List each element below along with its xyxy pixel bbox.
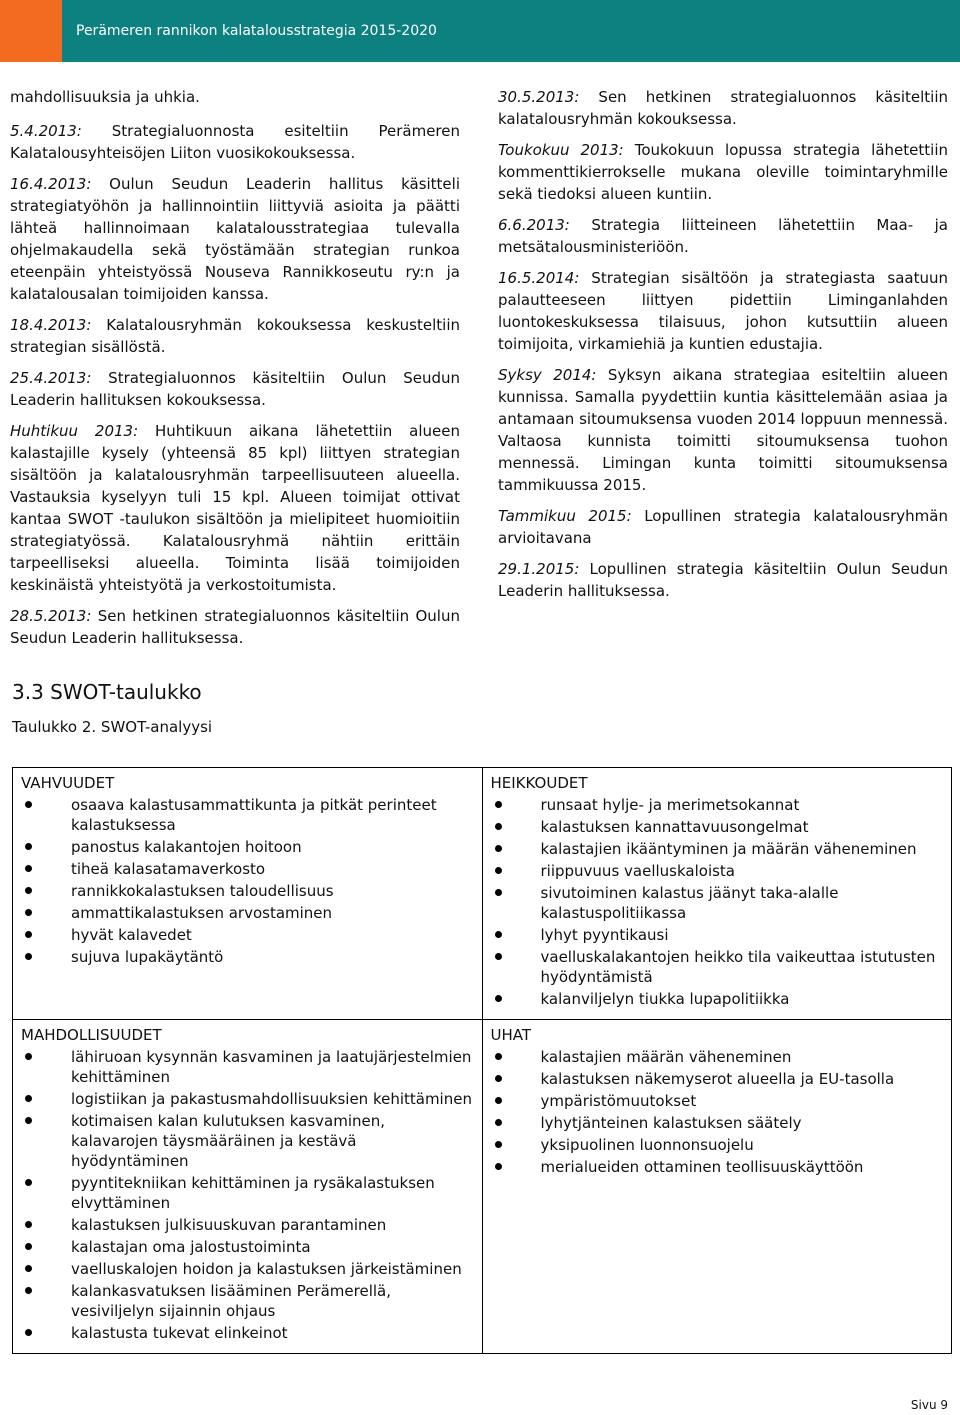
swot-item bbox=[21, 1111, 474, 1171]
entry-text: Lopullinen strategia käsiteltiin Oulun Seudun Leaderin hallituksessa. bbox=[498, 560, 948, 600]
entry-date: 16.4.2013: bbox=[10, 175, 92, 193]
bullet-icon bbox=[25, 1329, 32, 1336]
swot-item bbox=[491, 1113, 944, 1133]
entry-date: Tammikuu 2015: bbox=[498, 507, 632, 525]
right-entries bbox=[498, 86, 948, 602]
swot-item-text: sivutoiminen kalastus jäänyt taka-alalle kalastuspolitiikassa bbox=[540, 884, 839, 922]
swot-item-text: hyvät kalavedet bbox=[71, 926, 192, 944]
swot-item bbox=[491, 795, 944, 815]
timeline-entry bbox=[498, 505, 948, 549]
swot-item-text: osaava kalastusammattikunta ja pitkät perinteet kalastuksessa bbox=[71, 796, 437, 834]
swot-item-text: sujuva lupakäytäntö bbox=[71, 948, 224, 966]
swot-item bbox=[21, 1047, 474, 1087]
swot-item-text: kalastajan oma jalostustoiminta bbox=[71, 1238, 311, 1256]
swot-item bbox=[21, 795, 474, 835]
swot-item-text: panostus kalakantojen hoitoon bbox=[71, 838, 302, 856]
bullet-icon bbox=[495, 953, 502, 960]
swot-item bbox=[21, 1323, 474, 1343]
swot-item bbox=[491, 1047, 944, 1067]
section-title: 3.3 SWOT-taulukko bbox=[12, 680, 202, 704]
swot-item-text: rannikkokalastuksen taloudellisuus bbox=[71, 882, 334, 900]
swot-item-text: kalastuksen näkemyserot alueella ja EU-tasolla bbox=[540, 1070, 895, 1088]
entry-date: 28.5.2013: bbox=[10, 607, 92, 625]
bullet-icon bbox=[25, 909, 32, 916]
entry-text: Toukokuun lopussa strategia lähetettiin kommenttikierrokselle mukana oleville toimintaryhmille sekä tiedoksi alueen kuntiin. bbox=[498, 141, 948, 203]
bullet-icon bbox=[25, 953, 32, 960]
timeline-entry bbox=[10, 420, 460, 596]
swot-item-text: vaelluskalojen hoidon ja kalastuksen järkeistäminen bbox=[71, 1260, 462, 1278]
swot-item-text: kotimaisen kalan kulutuksen kasvaminen, kalavarojen täysmääräinen ja kestävä hyödyntäminen bbox=[71, 1112, 386, 1170]
bullet-icon bbox=[25, 1179, 32, 1186]
left-text-column bbox=[10, 86, 460, 658]
entry-date: 18.4.2013: bbox=[10, 316, 92, 334]
bullet-icon bbox=[25, 1117, 32, 1124]
swot-item bbox=[491, 1157, 944, 1177]
bullet-icon bbox=[25, 865, 32, 872]
swot-item bbox=[491, 817, 944, 837]
weaknesses-heading: HEIKKOUDET bbox=[490, 774, 588, 792]
entry-date: 30.5.2013: bbox=[498, 88, 580, 106]
swot-item-text: ympäristömuutokset bbox=[540, 1092, 697, 1110]
entry-date: Toukokuu 2013: bbox=[498, 141, 624, 159]
entry-text: Kalatalousryhmän kokouksessa keskusteltiin strategian sisällöstä. bbox=[10, 316, 460, 356]
swot-item-text: kalastajien määrän väheneminen bbox=[540, 1048, 792, 1066]
swot-item-text: merialueiden ottaminen teollisuuskäyttöön bbox=[540, 1158, 864, 1176]
entry-text: Lopullinen strategia kalatalousryhmän arvioitavana bbox=[498, 507, 948, 547]
entry-text: Huhtikuun aikana lähetettiin alueen kalastajille kysely (yhteensä 85 kpl) liittyen strategian sisältöön ja kalatalousryhmän tarpeellisuuteen alueella. Vastauksia kyselyyn tuli 15 kpl. Alueen toimijat ottivat kantaa SWOT -taulukon sisältöön ja mielipiteet huomioitiin strategiatyössä. Kalatalousryhmä nähtiin erittäin tarpeelliseksi alueella. Toiminta lisää toimijoiden keskinäistä yhteistyötä ja verkostoitumista. bbox=[10, 422, 460, 594]
bullet-icon bbox=[495, 995, 502, 1002]
timeline-entry bbox=[10, 314, 460, 358]
bullet-icon bbox=[25, 801, 32, 808]
bullet-icon bbox=[495, 823, 502, 830]
swot-item bbox=[491, 1091, 944, 1111]
swot-item bbox=[21, 859, 474, 879]
bullet-icon bbox=[495, 889, 502, 896]
swot-item bbox=[21, 1259, 474, 1279]
bullet-icon bbox=[495, 1075, 502, 1082]
entry-date: 29.1.2015: bbox=[498, 560, 580, 578]
swot-item bbox=[491, 947, 944, 987]
bullet-icon bbox=[25, 1287, 32, 1294]
bullet-icon bbox=[495, 1097, 502, 1104]
opportunities-list bbox=[21, 1047, 474, 1343]
timeline-entry bbox=[498, 267, 948, 355]
weaknesses-list bbox=[491, 795, 944, 1009]
page-header bbox=[0, 0, 960, 62]
swot-item bbox=[21, 1089, 474, 1109]
threats-heading: UHAT bbox=[490, 1026, 532, 1044]
page-number: Sivu 9 bbox=[910, 1398, 948, 1412]
swot-item bbox=[491, 1135, 944, 1155]
swot-item-text: vaelluskalakantojen heikko tila vaikeuttaa istutusten hyödyntämistä bbox=[540, 948, 936, 986]
swot-item bbox=[21, 881, 474, 901]
entry-text: Sen hetkinen strategialuonnos käsiteltiin Oulun Seudun Leaderin hallituksessa. bbox=[10, 607, 460, 647]
swot-item bbox=[491, 925, 944, 945]
swot-item-text: pyyntitekniikan kehittäminen ja rysäkalastuksen elvyttäminen bbox=[71, 1174, 435, 1212]
swot-item-text: kalastuksen kannattavuusongelmat bbox=[540, 818, 809, 836]
swot-item bbox=[21, 1173, 474, 1213]
bullet-icon bbox=[25, 1265, 32, 1272]
timeline-entry bbox=[498, 214, 948, 258]
header-title: Perämeren rannikon kalatalousstrategia 2015-2020 bbox=[76, 23, 437, 39]
opportunities-heading: MAHDOLLISUUDET bbox=[21, 1026, 162, 1044]
swot-item bbox=[21, 1281, 474, 1321]
swot-item-text: kalastajien ikääntyminen ja määrän väheneminen bbox=[540, 840, 917, 858]
entry-text: Strategia liitteineen lähetettiin Maa- ja metsätalousministeriöön. bbox=[498, 216, 948, 256]
entry-date: 5.4.2013: bbox=[10, 122, 82, 140]
bullet-icon bbox=[495, 867, 502, 874]
bullet-icon bbox=[495, 931, 502, 938]
strengths-heading: VAHVUUDET bbox=[21, 774, 115, 792]
swot-item-text: kalastusta tukevat elinkeinot bbox=[71, 1324, 288, 1342]
bullet-icon bbox=[25, 887, 32, 894]
swot-item-text: runsaat hylje- ja merimetsokannat bbox=[540, 796, 800, 814]
swot-item-text: lähiruoan kysynnän kasvaminen ja laatujärjestelmien kehittäminen bbox=[71, 1048, 472, 1086]
swot-item bbox=[491, 989, 944, 1009]
timeline-entry bbox=[498, 86, 948, 130]
entry-text: Strategialuonnosta esiteltiin Perämeren Kalatalousyhteisöjen Liiton vuosikokouksessa. bbox=[10, 122, 460, 162]
timeline-entry bbox=[10, 367, 460, 411]
entry-text: Syksyn aikana strategiaa esiteltiin alueen kunnissa. Samalla pyydettiin kuntia käsittelemään asiaa ja antamaan sitoumuksensa vuoden 2014 loppuun mennessä. Valtaosa kunnista toimitti sitoumuksensa tuohon mennessä. Limingan kunta toimitti sitoumuksensa tammikuussa 2015. bbox=[498, 366, 948, 494]
swot-table bbox=[12, 767, 952, 1354]
strengths-cell bbox=[13, 768, 483, 1020]
swot-item bbox=[491, 861, 944, 881]
entry-text: Strategian sisältöön ja strategiasta saatuun palautteeseen liittyen pidettiin Liminganlahden luontokeskuksessa tilaisuus, johon kutsuttiin alueen toimijoita, virkamiehiä ja kuntien edustajia. bbox=[498, 269, 948, 353]
swot-item-text: lyhyt pyyntikausi bbox=[540, 926, 669, 944]
swot-item bbox=[21, 1237, 474, 1257]
bullet-icon bbox=[25, 1053, 32, 1060]
timeline-entry bbox=[498, 139, 948, 205]
header-bar bbox=[62, 0, 960, 62]
bullet-icon bbox=[495, 845, 502, 852]
timeline-entry bbox=[10, 120, 460, 164]
weaknesses-cell bbox=[482, 768, 952, 1020]
bullet-icon bbox=[25, 1243, 32, 1250]
swot-item bbox=[21, 837, 474, 857]
bullet-icon bbox=[495, 1053, 502, 1060]
entry-date: 16.5.2014: bbox=[498, 269, 580, 287]
bullet-icon bbox=[495, 1141, 502, 1148]
strengths-list bbox=[21, 795, 474, 967]
opportunities-cell bbox=[13, 1020, 483, 1354]
swot-item bbox=[491, 839, 944, 859]
swot-item-text: kalastuksen julkisuuskuvan parantaminen bbox=[71, 1216, 387, 1234]
bullet-icon bbox=[495, 1163, 502, 1170]
timeline-entry bbox=[10, 605, 460, 649]
table-caption: Taulukko 2. SWOT-analyysi bbox=[12, 718, 213, 736]
timeline-entry bbox=[498, 558, 948, 602]
bullet-icon bbox=[25, 1095, 32, 1102]
right-text-column bbox=[498, 86, 948, 611]
swot-item bbox=[21, 1215, 474, 1235]
left-entries bbox=[10, 120, 460, 649]
bullet-icon bbox=[25, 931, 32, 938]
threats-list bbox=[491, 1047, 944, 1177]
bullet-icon bbox=[25, 843, 32, 850]
swot-item-text: tiheä kalasatamaverkosto bbox=[71, 860, 266, 878]
swot-item-text: kalankasvatuksen lisääminen Perämerellä, vesiviljelyn sijainnin ohjaus bbox=[71, 1282, 391, 1320]
entry-text: Strategialuonnos käsiteltiin Oulun Seudun Leaderin hallituksen kokouksessa. bbox=[10, 369, 460, 409]
entry-text: Sen hetkinen strategialuonnos käsiteltiin kalatalousryhmän kokouksessa. bbox=[498, 88, 948, 128]
swot-item bbox=[491, 1069, 944, 1089]
swot-item bbox=[21, 947, 474, 967]
swot-item bbox=[21, 903, 474, 923]
swot-item-text: ammattikalastuksen arvostaminen bbox=[71, 904, 333, 922]
threats-cell bbox=[482, 1020, 952, 1354]
swot-item-text: riippuvuus vaelluskaloista bbox=[540, 862, 735, 880]
entry-text: Oulun Seudun Leaderin hallitus käsitteli strategiatyöhön ja hallinnointiin liittyviä asioita ja päätti lähteä hallinnoimaan kalatalousstrategiaa tulevalla ohjelmakaudella sekä työstämään strategian runkoa eteenpäin yhteistyössä Nouseva Rannikkoseutu ry:n ja kalatalousalan toimijoiden kanssa. bbox=[10, 175, 460, 303]
timeline-entry bbox=[498, 364, 948, 496]
swot-item-text: logistiikan ja pakastusmahdollisuuksien kehittäminen bbox=[71, 1090, 472, 1108]
swot-item bbox=[491, 883, 944, 923]
entry-date: 25.4.2013: bbox=[10, 369, 92, 387]
entry-date: Huhtikuu 2013: bbox=[10, 422, 139, 440]
bullet-icon bbox=[495, 1119, 502, 1126]
swot-item-text: lyhytjänteinen kalastuksen säätely bbox=[540, 1114, 802, 1132]
bullet-icon bbox=[495, 801, 502, 808]
bullet-icon bbox=[25, 1221, 32, 1228]
swot-item bbox=[21, 925, 474, 945]
intro-text: mahdollisuuksia ja uhkia. bbox=[10, 88, 200, 106]
timeline-entry bbox=[10, 173, 460, 305]
swot-item-text: yksipuolinen luonnonsuojelu bbox=[540, 1136, 754, 1154]
swot-item-text: kalanviljelyn tiukka lupapolitiikka bbox=[540, 990, 790, 1008]
entry-date: 6.6.2013: bbox=[498, 216, 570, 234]
header-accent-block bbox=[0, 0, 62, 62]
entry-date: Syksy 2014: bbox=[498, 366, 597, 384]
